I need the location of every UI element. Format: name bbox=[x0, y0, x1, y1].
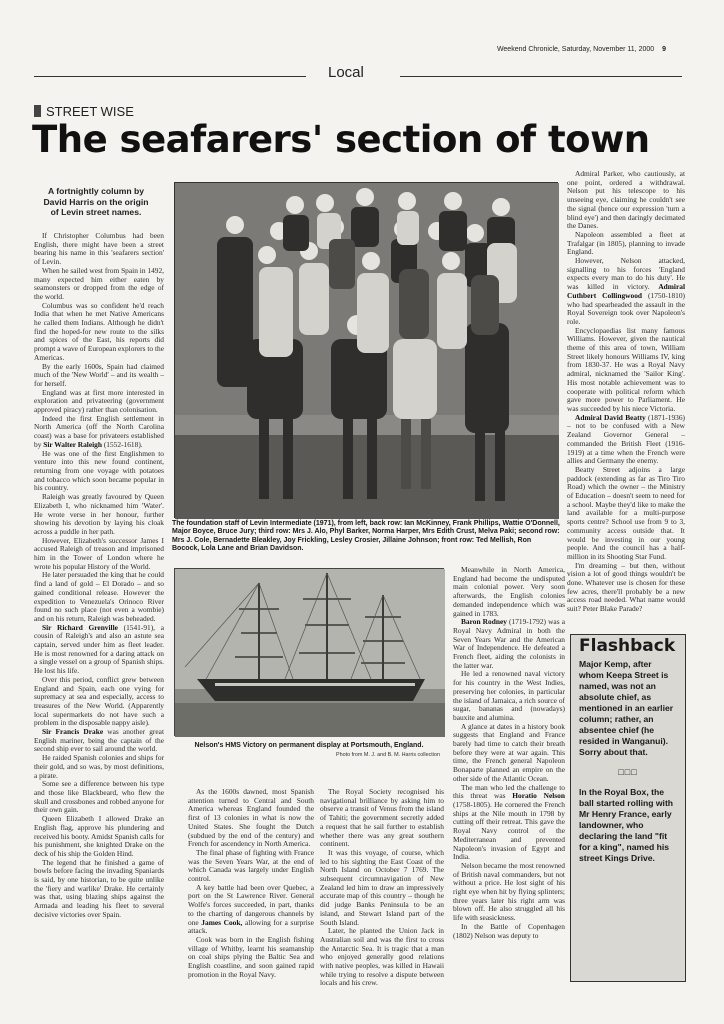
paragraph: He raided Spanish colonies and ships for their gold, and so was, by most definitions, a pirate. bbox=[34, 753, 164, 780]
paragraph: A glance at dates in a history book suggests that England and France barely had time to catch their breath before they were at war again. This time, the French general Napoleon Bonaparte planned an empire on the other side of the Atlantic Ocean. bbox=[453, 721, 565, 783]
paragraph: Some see a difference between his type and those like Blackbeard, who flew the skull and crossbones and robbed anyone for their own gain. bbox=[34, 779, 164, 815]
raleigh-dates: (1552-1618). bbox=[103, 439, 143, 449]
name-drake: Sir Francis Drake bbox=[42, 727, 104, 737]
publication-dateline: Weekend Chronicle, Saturday, November 11, 2000 bbox=[496, 46, 655, 53]
article-column-2 bbox=[188, 788, 314, 978]
paragraph-text: He cornered the French ships at the Nile mouth in 1798 by cutting off their retreat. This gave the Royal Navy control of the Mediterranean and prevented Napoleon's invasion of Egypt and India. bbox=[453, 799, 565, 862]
article-column-5 bbox=[567, 170, 685, 630]
name-raleigh: Sir Walter Raleigh bbox=[43, 439, 102, 449]
flashback-separator: □□□ bbox=[618, 767, 638, 777]
paragraph: Cook was born in the English fishing village of Whitby, learnt his seamanship on coal ships plying the Baltic Sea and English coastline, and soon gained rapid promotion in the Royal Navy. bbox=[188, 934, 314, 979]
paragraph: It was this voyage, of course, which led to his sighting the East Coast of the North Island on October 7 1769. The subsequent circumnavigation of New Zealand led him to draw an impressively accurate map of this country – though he did judge Banks Peninsula to be an island, and Stewart Island part of the South Island. bbox=[320, 847, 444, 927]
paragraph: Encyclopaedias list many famous Williams. However, given the nautical theme of this area of town, William Street likely honours Williams IV, king from 1830-37. He was a Royal Navy admiral, nicknamed the 'Sailor King'. His most notable achievement was to cooperate with political reform which gave more power to Parliament. He was succeeded by his niece Victoria. bbox=[567, 325, 685, 413]
kicker-square-icon bbox=[34, 105, 41, 117]
name-nelson: Horatio Nelson bbox=[512, 791, 565, 801]
paragraph: Napoleon assembled a fleet at Trafalgar (in 1805), planning to invade England. bbox=[567, 229, 685, 257]
rodney-dates: (1719-1792) bbox=[509, 617, 546, 627]
nelson-dates: (1758-1805). bbox=[453, 799, 492, 809]
headline: The seafarers' section of town bbox=[32, 118, 650, 161]
paragraph-text: was another great English mariner, being the captain of the second ship ever to sail around the world. bbox=[34, 727, 164, 754]
paragraph-text: a cousin of Raleigh's and also an astute sea captain, served under him as fleet leader. He is most renowned for a daring attack on a single vessel on a group of Spanish ships. He lost his life. bbox=[34, 622, 164, 676]
paragraph: He later persuaded the king that he could find a land of gold – El Dorado – and so gained conditional release. However the expedition to Venezuela's Orinoco River found no such place (not even a wombie) and on his return, Raleigh was beheaded. bbox=[34, 570, 164, 623]
kicker-text: STREET WISE bbox=[46, 104, 134, 119]
paragraph: He was one of the first Englishmen to venture into this new found continent, returning from one voyage with potatoes and tobacco which soon became popular in his country. bbox=[34, 448, 164, 493]
paragraph bbox=[567, 257, 685, 327]
victory-photo-credit: Photo from M. J. and B. M. Harris collection bbox=[336, 752, 440, 758]
name-collingwood: Admiral Cuthbert Collingwood bbox=[567, 282, 685, 300]
section-label: Local bbox=[328, 64, 364, 81]
staff-group-photo bbox=[174, 182, 558, 518]
article-column-1 bbox=[34, 232, 164, 972]
paragraph bbox=[34, 415, 164, 450]
paragraph: Queen Elizabeth I allowed Drake an English flag, approve his plundering and received his booty. Amidst Spanish calls for his punishment, she knighted Drake on the deck of his ship the Golden Hind. bbox=[34, 814, 164, 858]
paragraph: The Royal Society recognised his navigational brilliance by asking him to observe a transit of Venus from the island of Tahiti; the government secretly added a request that he sail further to establish whether there was any great southern continent. bbox=[320, 787, 444, 849]
name-beatty: Admiral David Beatty bbox=[575, 412, 646, 422]
collingwood-dates: (1750-1810) bbox=[648, 290, 685, 300]
paragraph bbox=[34, 624, 164, 676]
group-photo-illustration bbox=[175, 183, 559, 519]
paragraph-text: Indeed the first English settlement in North America (off the North Carolina coast) was a base for privateers established by bbox=[34, 413, 164, 449]
name-rodney: Baron Rodney bbox=[461, 617, 507, 627]
paragraph: Admiral Parker, who cautiously, at one point, ordered a withdrawal. Nelson put his telescope to his unseeing eye, claiming he couldn't see the signal (hence our expression 'turn a blind eye') and then daringly decimated the Danes. bbox=[567, 169, 685, 231]
paragraph-text: – not to be confused with a New Zealand Governor General – commanded the British Fleet (1916-1919) at a time when the French were allies and Germany the enemy. bbox=[567, 421, 685, 466]
paragraph-text: who had spearheaded the assault in the Royal Sovereign took over Napoleon's role. bbox=[567, 299, 685, 326]
paragraph: The final phase of fighting with France was the Seven Years War, at the end of which Canada was largely under English control. bbox=[188, 847, 314, 884]
section-rule-right bbox=[400, 76, 682, 77]
paragraph: Nelson became the most renowned of British naval commanders, but not without a price. He lost sight of his right eye when hit by flying splinters; three years later his right arm was blown off. He also struggled all his life with seasickness. bbox=[453, 860, 565, 923]
section-rule-left bbox=[34, 76, 306, 77]
ship-illustration bbox=[175, 569, 445, 737]
paragraph: He led a renowned naval victory for his country in the West Indies, preserving her colonies, in particular the island of Jamaica, a rich source of sugar, bananas and (nowadays) bauxite and alumina. bbox=[453, 669, 565, 722]
flashback-box bbox=[570, 634, 686, 982]
name-grenville: Sir Richard Grenville bbox=[42, 622, 118, 632]
paragraph bbox=[567, 414, 685, 466]
paragraph bbox=[188, 884, 314, 936]
paragraph bbox=[453, 618, 565, 670]
grenville-dates: (1541-91), bbox=[123, 622, 156, 632]
deck: A fortnightly column by David Harris on the origin of Levin street names. bbox=[43, 186, 149, 217]
hms-victory-photo bbox=[174, 568, 444, 736]
page-number: 9 bbox=[662, 46, 666, 53]
paragraph: Columbus was so confident he'd reach India that when he met Native Americans he called them Indians. Although he didn't find the hoped-for new route to the silks and spices of the East, his reports did prompt a wave of European explorers to the Americas. bbox=[34, 300, 164, 362]
paragraph-text: was a Royal Navy Admiral in both the Seven Years War and the American War of Independence. He defeated a French fleet, aiding the colonists in the latter war. bbox=[453, 617, 565, 670]
paragraph bbox=[453, 784, 565, 862]
paragraph-text: A key battle had been over Quebec, a port on the St Lawrence River. General Wolfe's forces succeeded, in part, thanks to the charting of dangerous channels by one bbox=[188, 882, 314, 927]
article-column-3 bbox=[320, 787, 444, 988]
paragraph: The legend that he finished a game of bowls before facing the invading Spaniards is said, by one historian, to be quite unlike the 'fiery and warlike' Drake. He certainly was that, using blazing ships against the Armada and leading his fleet to several decisive victories over Spain. bbox=[34, 857, 164, 919]
victory-photo-caption: Nelson's HMS Victory on permanent display at Portsmouth, England. bbox=[194, 742, 424, 749]
paragraph: By the early 1600s, Spain had claimed much of the 'New World' – and its wealth – for herself. bbox=[34, 361, 164, 388]
paragraph: Meanwhile in North America, England had become the undisputed main colonial power. Very soon afterwards, the English colonies demanded independence which was gained in 1783. bbox=[453, 565, 565, 618]
paragraph: Raleigh was greatly favoured by Queen Elizabeth I, who nicknamed him 'Water'. He wrote verse in her honour, further showing his devotion by laying his cloak across a puddle in her path. bbox=[34, 492, 164, 536]
paragraph-text: The man who led the challenge to this threat was bbox=[453, 782, 565, 801]
paragraph-text: allowing for a surprise attack. bbox=[188, 917, 314, 936]
running-head bbox=[497, 46, 666, 53]
paragraph: England was at first more interested in exploration and privateering (government approved piracy) rather than colonisation. bbox=[34, 387, 164, 415]
article-column-4 bbox=[453, 566, 565, 980]
column-kicker bbox=[34, 104, 134, 119]
paragraph bbox=[34, 728, 164, 754]
paragraph: In the Battle of Copenhagen (1802) Nelson was deputy to bbox=[453, 921, 565, 940]
paragraph: However, Elizabeth's successor James I accused Raleigh of treason and imprisoned him in the Tower of London where he wrote his popular History of the World. bbox=[34, 535, 164, 571]
name-cook: James Cook, bbox=[201, 917, 243, 927]
flashback-correction: Major Kemp, after whom Keepa Street is named, was not an absolute chief, as mentioned in an earlier column; rather, an absentee chief (he resided in Wanganui). Sorry about that. bbox=[579, 659, 674, 757]
paragraph: As the 1600s dawned, most Spanish attention turned to Central and South America whereas England founded the first of 13 colonies in what is now the United States. She fought the Dutch (subdued by the end of the century) and French for ascendency in North America. bbox=[188, 787, 314, 849]
paragraph: Beatty Street adjoins a large paddock (extending as far as Tiro Tiro Road) which the owner – the Ministry of Education – doesn't seem to need for a school. Maybe they'd like to make the land available for a multi-purpose sports centre? School use from 9 to 3, community access outside that. It would be investing in our young people. And the council has a half-million in its Shooting Star Fund. bbox=[567, 464, 685, 561]
paragraph-text: However, Nelson attacked, signalling to his forces 'England expects every man to do his duty'. He was killed in victory. bbox=[567, 256, 685, 292]
flashback-note: In the Royal Box, the ball started rolling with Mr Henry France, early landowner, who declaring the land "fit for a king", named his street Kings Drive. bbox=[579, 787, 674, 863]
flashback-title: Flashback bbox=[579, 636, 676, 656]
paragraph: I'm dreaming – but then, without vision a lot of good things wouldn't be done. Whatever use is chosen for these few acres, there'll probably be a new access road needed. What name would suit? Peter Blake Parade? bbox=[567, 560, 685, 614]
staff-photo-caption: The foundation staff of Levin Intermediate (1971), from left, back row: Ian McKinney, Frank Phillips, Wattie O'Donnell, Major Boyce, Bruce Jury; third row: Mrs J. Alo, Phyl Barker, Norma Harper, Mrs Edith Crust, Melva Paki; second row: Mrs J. Cole, Bernadette Bleakley, Joy Frickling, Lesley Crosier, Jillaine Johnson; front row: Ted Mellish, Ron Bocock, Lola Lane and Brian Davidson. bbox=[172, 520, 560, 553]
paragraph: When he sailed west from Spain in 1492, many expected him either eaten by seamonsters or dropped from the edge of the world. bbox=[34, 265, 164, 301]
beatty-dates: (1871-1936) bbox=[648, 412, 685, 422]
paragraph: Later, he planted the Union Jack in Australian soil and was the first to cross the Antarctic Sea. It is tragic that a man who enjoyed generally good relations with native peoples, was killed in Hawaii while trying to resolve a dispute between locals and his crew. bbox=[320, 926, 444, 988]
paragraph: If Christopher Columbus had been English, there might have been a street bearing his name in this 'seafarers section' of Levin. bbox=[34, 231, 164, 267]
paragraph: Over this period, conflict grew between England and Spain, each one vying for supremacy at sea and especially, access to treasures of the New World. (Apparently local supermarkets do not have such a problem in the disposable nappy aisle). bbox=[34, 674, 164, 728]
